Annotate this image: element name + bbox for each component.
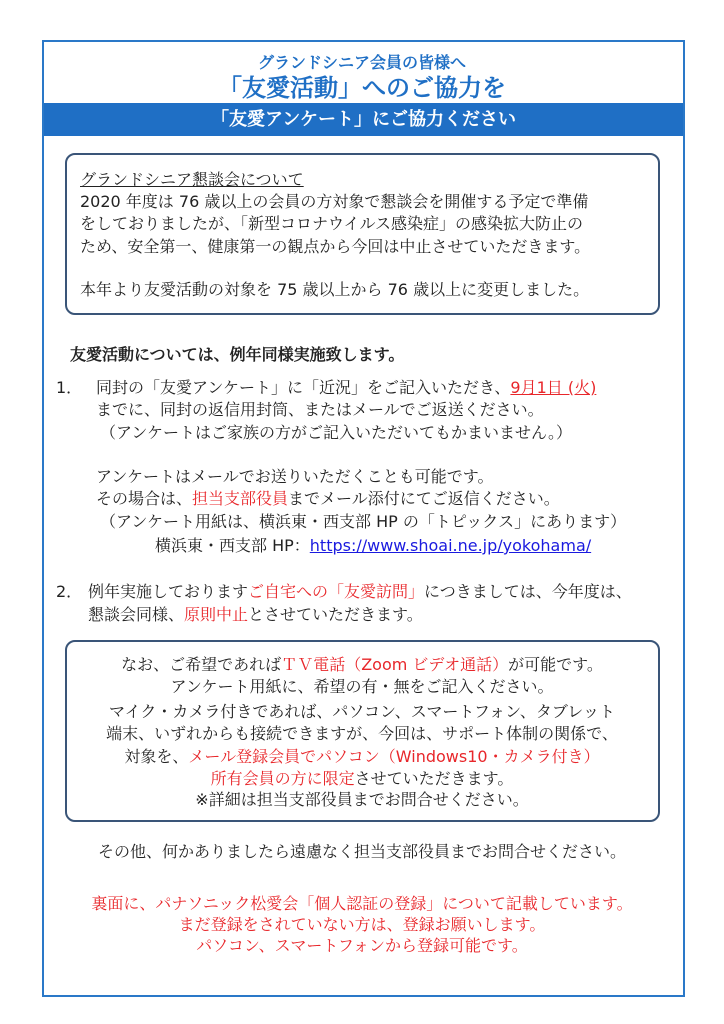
box2-line: [0, 655, 724, 675]
other-inquiries: その他、何かありましたら遠慮なく担当支部役員までお問合せください。: [97, 842, 626, 861]
deadline-date: 9月1日 (火): [510, 378, 597, 397]
item1-line: [96, 378, 596, 398]
item1-line: （アンケートはご家族の方がご記入いただいてもかまいません。）: [100, 423, 573, 442]
box1-line: 2020 年度は 76 歳以上の会員の方対象で懇談会を開催する予定で準備: [80, 192, 589, 211]
item1-text: 同封の「友愛アンケート」に「近況」をご記入いただき、: [96, 378, 511, 397]
box2-highlight: メール登録会員でパソコン（Windows10・カメラ付き）: [188, 747, 600, 766]
box2-line: マイク・カメラ付きであれば、パソコン、スマートフォン、タブレット: [108, 702, 616, 721]
box2-text: が可能です。: [508, 655, 603, 674]
item2-highlight: 原則中止: [184, 605, 249, 624]
hp-link[interactable]: https://www.shoai.ne.jp/yokohama/: [309, 536, 592, 555]
item1-highlight: 担当支部役員: [192, 489, 289, 508]
item2-highlight: ご自宅への「友愛訪問」: [248, 582, 425, 601]
header-subtitle: グランドシニア会員の皆様へ: [257, 53, 466, 72]
box2-line: [0, 769, 724, 789]
box2-line: 端末、いずれからも接続できますが、今回は、サポート体制の関係で、: [106, 724, 618, 743]
item2-line: [88, 582, 632, 602]
hp-label: 横浜東・西支部 HP：: [155, 536, 310, 555]
item1-line: [96, 489, 560, 509]
footer-line: 裏面に、パナソニック松愛会「個人認証の登録」について記載しています。: [91, 894, 633, 913]
item1-line: （アンケート用紙は、横浜東・西支部 HP の「トピックス」にあります）: [100, 512, 627, 531]
box1-line: をしておりましたが、「新型コロナウイルス感染症」の感染拡大防止の: [80, 214, 584, 233]
box2-highlight: 所有会員の方に限定: [210, 769, 355, 788]
box2-line: ※詳細は担当支部役員までお問合せください。: [195, 790, 529, 809]
item2-text: につきましては、今年度は、: [424, 582, 632, 601]
section-heading: 友愛活動については、例年同様実施致します。: [70, 345, 405, 364]
box2-text: 対象を、: [124, 747, 189, 766]
item1-number: 1．: [56, 378, 83, 397]
item2-number: 2．: [56, 582, 83, 601]
box1-line: ため、安全第一、健康第一の観点から今回は中止させていただきます。: [80, 237, 591, 256]
box2-line: アンケート用紙に、希望の有・無をご記入ください。: [170, 677, 554, 696]
header-title: 「友愛活動」へのご協力を: [218, 74, 506, 102]
box2-text: なお、ご希望であれば: [121, 655, 282, 674]
box2-text: させていただきます。: [354, 769, 514, 788]
item2-text: 例年実施しております: [88, 582, 249, 601]
hp-line: [155, 536, 591, 556]
item2-text: 懇談会同様、: [88, 605, 185, 624]
item1-line: までに、同封の返信用封筒、またはメールでご返送ください。: [96, 400, 544, 419]
box1-note: 本年より友愛活動の対象を 75 歳以上から 76 歳以上に変更しました。: [80, 280, 590, 299]
item2-line: [88, 605, 423, 625]
footer-line: まだ登録をされていない方は、登録お願いします。: [178, 915, 546, 934]
box1-heading: グランドシニア懇談会について: [80, 170, 304, 189]
header-band: 「友愛アンケート」にご協力ください: [44, 103, 683, 136]
item1-text: までメール添付にてご返信ください。: [288, 489, 560, 508]
footer-line: パソコン、スマートフォンから登録可能です。: [196, 936, 528, 955]
box2-line: [0, 747, 724, 767]
item1-text: その場合は、: [96, 489, 193, 508]
item2-text: とさせていただきます。: [248, 605, 423, 624]
item1-line: アンケートはメールでお送りいただくことも可能です。: [96, 467, 494, 486]
box2-highlight: ＴＶ電話（Zoom ビデオ通話）: [281, 655, 509, 674]
